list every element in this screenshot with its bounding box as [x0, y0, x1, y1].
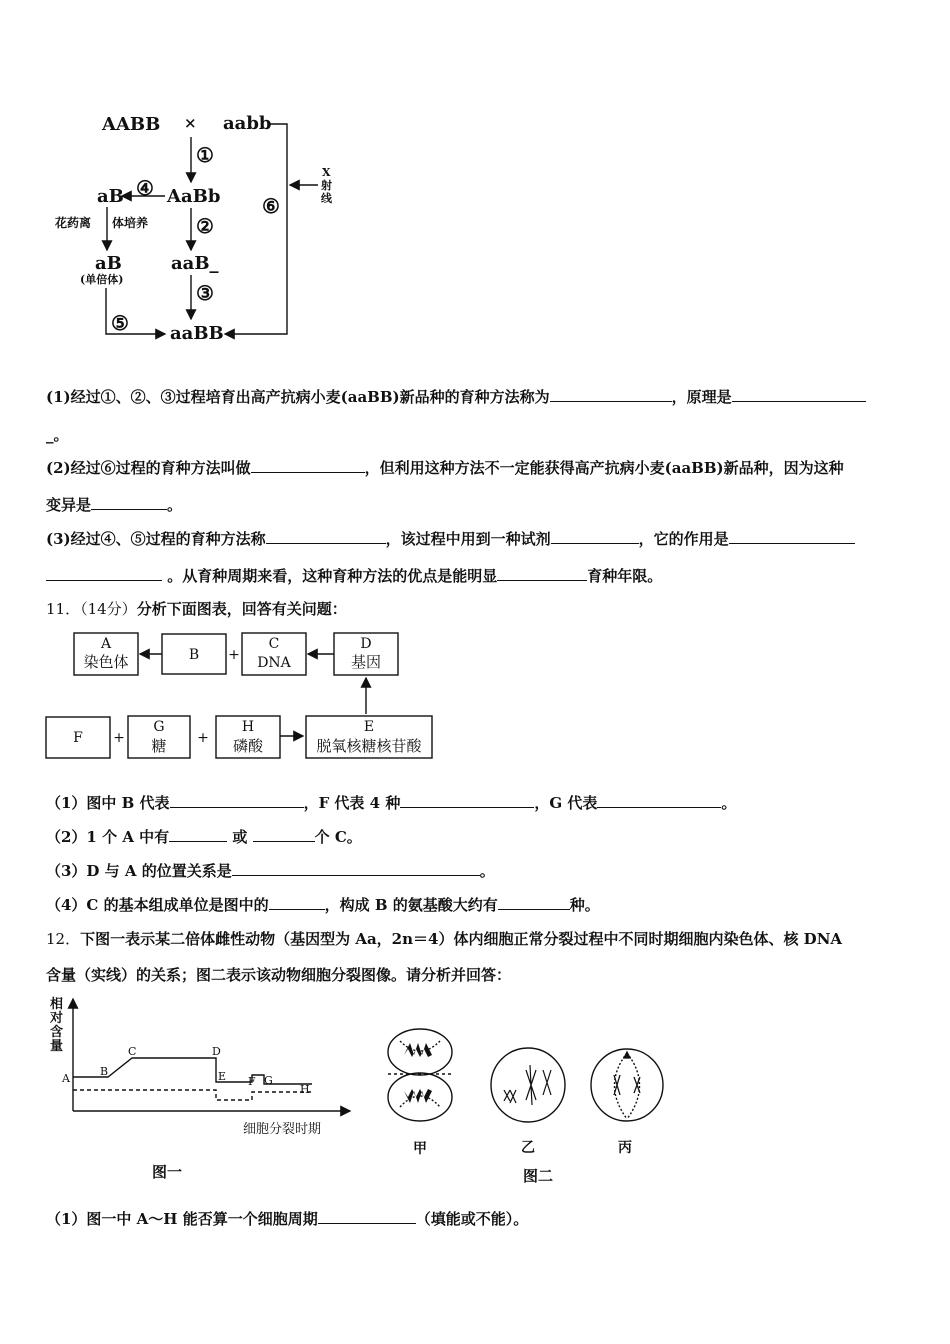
ylabel-char1: 相: [50, 997, 64, 1012]
blank-q11-8[interactable]: [498, 894, 570, 910]
xray-xian: 线: [321, 192, 332, 205]
blank-q11-2[interactable]: [400, 792, 534, 808]
blank-q11-4[interactable]: [169, 826, 227, 842]
jia-chromosomes-top: [404, 1043, 432, 1057]
step4-label: ④: [136, 176, 154, 200]
point-f-label: F: [248, 1075, 256, 1088]
q11-a2-text: （2）1 个 A 中有: [46, 828, 170, 846]
q11-answer1: [46, 792, 736, 813]
anther-culture-right: 体培养: [112, 216, 149, 230]
point-d-label: D: [212, 1045, 221, 1058]
q11-answer2: [46, 826, 362, 847]
figure1-content-graph: [40, 995, 360, 1180]
q11-answer4: [46, 894, 600, 915]
blank-q11-1[interactable]: [170, 792, 304, 808]
figure1-caption: 图一: [152, 1163, 183, 1180]
q10-l1-text: (1)经过①、②、③过程培育出高产抗病小麦(aaBB)新品种的育种方法称为: [46, 388, 550, 406]
box-h-text: 磷酸: [232, 737, 264, 755]
q10-l4-text2: 。: [167, 496, 183, 514]
q11-a1-text2: ，F 代表 4 种: [303, 794, 401, 812]
box-e-text: 脱氧核糖核苷酸: [316, 737, 422, 755]
q11-a4-text2: ，构成 B 的氨基酸大约有: [324, 896, 498, 914]
q10-line4: [46, 494, 182, 515]
genotype-aab: aaB_: [171, 253, 219, 274]
cell-yi-label: 乙: [521, 1140, 535, 1156]
figure2-cell-images: [380, 1025, 680, 1185]
step5-label: ⑤: [111, 311, 129, 335]
blank-q10-2[interactable]: [732, 386, 866, 402]
blank-q10-1[interactable]: [550, 386, 672, 402]
box-a-text: 染色体: [83, 653, 129, 671]
plus-gh: +: [197, 730, 209, 746]
solid-curve: [73, 1058, 312, 1084]
blank-q10-3[interactable]: [251, 457, 365, 473]
yi-chromosome-mid: [526, 1065, 536, 1105]
q10-line6: [46, 565, 662, 586]
box-f-letter: F: [73, 730, 83, 746]
q10-l3-text: (2)经过⑥过程的育种方法叫做: [46, 459, 251, 477]
genotype-ab: aB: [97, 186, 124, 207]
q12-a1-text: （1）图一中 A～H 能否算一个细胞周期: [46, 1210, 318, 1228]
q11-stem: [46, 599, 347, 619]
q12-stem-line1: [46, 929, 842, 949]
box-c-letter: C: [268, 636, 280, 652]
q11-a2-text3: 个 C。: [314, 828, 362, 846]
box-e-letter: E: [363, 719, 375, 735]
q10-l1-text2: ，原理是: [671, 388, 732, 406]
q10-l2-text: _。: [46, 426, 69, 444]
q12-stem-line2: [46, 965, 511, 985]
dashed-curve: [73, 1090, 312, 1100]
q11-a3-text: （3）D 与 A 的位置关系是: [46, 862, 232, 880]
q12-a1-text2: （填能或不能）。: [415, 1210, 529, 1228]
q10-l5-text2: ，该过程中用到一种试剂: [385, 530, 551, 548]
q12-stem-text2: 含量（实线）的关系；图二表示该动物细胞分裂图像。请分析并回答：: [46, 966, 512, 984]
q10-l4-text: 变异是: [46, 496, 92, 514]
box-h-letter: H: [241, 719, 255, 735]
xray-x: X: [322, 166, 331, 179]
box-c-text: DNA: [257, 655, 291, 671]
jia-chromosomes-bottom: [404, 1089, 432, 1103]
q11-a4-text3: 种。: [569, 896, 600, 914]
bing-chromosome-left: [614, 1075, 620, 1095]
box-b-letter: B: [188, 647, 200, 663]
q11-answer3: [46, 860, 495, 881]
gene-concept-diagram: [44, 628, 444, 764]
plus-bc: +: [228, 647, 240, 663]
blank-q10-8[interactable]: [46, 565, 162, 581]
step1-label: ①: [196, 143, 214, 167]
blank-q11-5[interactable]: [253, 826, 315, 842]
q11-a1-text: （1）图中 B 代表: [46, 794, 170, 812]
q10-line2: [46, 425, 69, 445]
q10-l5-text3: ，它的作用是: [638, 530, 729, 548]
q12-number: 12．: [46, 930, 81, 948]
cell-jia-label: 甲: [413, 1141, 427, 1157]
xlabel: 细胞分裂时期: [243, 1122, 322, 1137]
cell-jia: [388, 1029, 452, 1121]
box-g-letter: G: [153, 719, 165, 735]
haploid-label: (单倍体): [80, 273, 124, 286]
box-d-text: 基因: [350, 653, 382, 671]
blank-q10-4[interactable]: [91, 494, 167, 510]
ylabel-char4: 量: [50, 1039, 64, 1054]
q10-l6-text2: 育种年限。: [587, 567, 663, 585]
blank-q11-3[interactable]: [597, 792, 721, 808]
box-d-letter: D: [360, 636, 372, 652]
cell-bing: [591, 1049, 663, 1121]
step6-label: ⑥: [262, 194, 280, 218]
bing-chromosome-right: [634, 1077, 640, 1093]
q11-a1-text4: 。: [721, 794, 737, 812]
point-b-label: B: [100, 1065, 109, 1078]
anther-culture-left: 花药离: [55, 216, 92, 230]
blank-q10-5[interactable]: [266, 528, 386, 544]
point-e-label: E: [218, 1070, 227, 1083]
ylabel-char2: 对: [50, 1011, 64, 1026]
q11-a4-text: （4）C 的基本组成单位是图中的: [46, 896, 269, 914]
q10-line3: [46, 457, 844, 478]
q11-stem-text: 分析下面图表，回答有关问题：: [136, 600, 347, 618]
yi-chromosome-right: [543, 1070, 551, 1095]
q10-l5-text: (3)经过④、⑤过程的育种方法称: [46, 530, 266, 548]
parent-aabb-lower: aabb: [223, 113, 272, 134]
q11-number: 11．（14分）: [46, 600, 137, 618]
xray-she: 射: [321, 179, 332, 192]
cell-bing-label: 丙: [618, 1140, 632, 1156]
q10-line5: [46, 528, 855, 549]
genotype-ab-haploid: aB: [95, 253, 122, 274]
blank-q10-6[interactable]: [551, 528, 639, 544]
blank-q10-9[interactable]: [497, 565, 587, 581]
blank-q11-7[interactable]: [269, 894, 325, 910]
breeding-scheme-diagram: [50, 105, 370, 355]
box-a-letter: A: [100, 636, 112, 652]
blank-q11-6[interactable]: [232, 860, 480, 876]
box-g-text: 糖: [151, 737, 167, 755]
q11-a3-text2: 。: [479, 862, 495, 880]
step2-label: ②: [196, 214, 214, 238]
q12-answer1: [46, 1208, 528, 1229]
ylabel-char3: 含: [50, 1025, 64, 1040]
genotype-aabb-final: aaBB: [170, 323, 224, 344]
genotype-aabb-f1: AaBb: [167, 186, 221, 207]
arrow-step6: [225, 124, 287, 334]
yi-chromosome-left: [504, 1090, 516, 1103]
q11-a2-text2: 或: [227, 828, 253, 846]
point-g-label: G: [264, 1074, 273, 1087]
q10-l6-text: 。从育种周期来看，这种育种方法的优点是能明显: [162, 567, 498, 585]
point-a-label: A: [62, 1072, 70, 1085]
step3-label: ③: [196, 281, 214, 305]
q10-l3-text2: ，但利用这种方法不一定能获得高产抗病小麦(aaBB)新品种，因为这种: [364, 459, 844, 477]
cross-sign: ×: [184, 114, 197, 132]
q10-line1: [46, 386, 866, 407]
blank-q10-7[interactable]: [729, 528, 855, 544]
q11-a1-text3: ，G 代表: [534, 794, 598, 812]
cell-yi: [491, 1048, 565, 1122]
bing-spindle-pole-top: [624, 1052, 630, 1058]
blank-q12-1[interactable]: [318, 1208, 416, 1224]
q12-stem-text1: 下图一表示某二倍体雌性动物（基因型为 Aa，2n＝4）体内细胞正常分裂过程中不同时期细胞内染色体、核 DNA: [80, 930, 843, 948]
point-h-label: H: [300, 1083, 310, 1096]
parent-aabb-upper: AABB: [102, 114, 161, 135]
figure2-caption: 图二: [522, 1167, 554, 1185]
point-c-label: C: [128, 1045, 137, 1058]
plus-fg: +: [113, 730, 125, 746]
